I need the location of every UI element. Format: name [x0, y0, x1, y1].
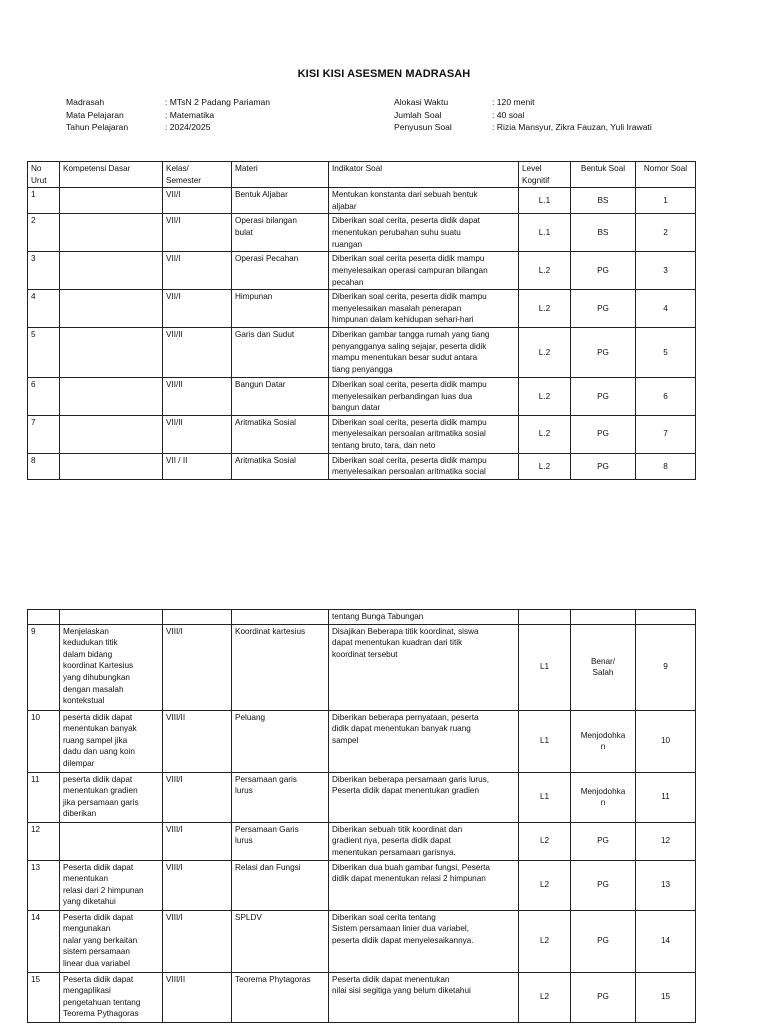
cell-level-kognitif: L2	[519, 972, 571, 1022]
table-row	[28, 377, 696, 415]
cell-nomor-soal: 7	[636, 415, 696, 453]
cell-no-urut: 6	[28, 377, 60, 415]
cell-kelas-semester: VII/II	[163, 415, 232, 453]
cell-kompetensi-dasar	[60, 610, 163, 625]
info-label-tahun-pelajaran: Tahun Pelajaran	[66, 122, 129, 132]
cell-materi: Persamaan Garis lurus	[232, 822, 329, 860]
cell-materi: Persamaan garis lurus	[232, 772, 329, 822]
cell-materi: Koordinat kartesius	[232, 624, 329, 710]
cell-nomor-soal: 8	[636, 453, 696, 479]
cell-indikator-soal: Diberikan soal cerita peserta didik mampu menyelesaikan operasi campuran bilangan pecahan	[329, 252, 519, 290]
cell-kelas-semester: VII/I	[163, 188, 232, 214]
cell-indikator-soal: Diberikan soal cerita, peserta didik mampu menyelesaikan persoalan aritmatika social	[329, 453, 519, 479]
cell-nomor-soal: 4	[636, 290, 696, 328]
cell-level-kognitif: L.2	[519, 252, 571, 290]
cell-kompetensi-dasar	[60, 327, 163, 377]
cell-kelas-semester: VIII/I	[163, 624, 232, 710]
cell-indikator-soal: Diberikan beberapa pernyataan, peserta didik dapat menentukan banyak ruang sampel	[329, 710, 519, 772]
cell-materi: Relasi dan Fungsi	[232, 860, 329, 910]
cell-no-urut: 11	[28, 772, 60, 822]
cell-level-kognitif: L.1	[519, 214, 571, 252]
cell-bentuk-soal: BS	[571, 214, 636, 252]
cell-bentuk-soal: PG	[571, 415, 636, 453]
table-row	[28, 188, 696, 214]
table-row	[28, 910, 696, 972]
table-row	[28, 252, 696, 290]
table-row	[28, 972, 696, 1022]
info-value-penyusun-soal: : Rizia Mansyur, Zikra Fauzan, Yuli Irawati	[492, 122, 652, 132]
cell-materi: Garis dan Sudut	[232, 327, 329, 377]
cell-kelas-semester: VII / II	[163, 453, 232, 479]
cell-indikator-soal: Diberikan soal cerita, peserta didik mampu menyelesaikan persoalan aritmatika sosial tentang bruto, tara, dan neto	[329, 415, 519, 453]
info-value-alokasi-waktu: : 120 menit	[492, 97, 535, 107]
cell-bentuk-soal: BS	[571, 188, 636, 214]
table-row	[28, 453, 696, 479]
cell-kelas-semester: VIII/I	[163, 772, 232, 822]
cell-kelas-semester: VII/I	[163, 290, 232, 328]
cell-bentuk-soal: PG	[571, 860, 636, 910]
cell-kelas-semester: VIII/I	[163, 910, 232, 972]
cell-no-urut: 14	[28, 910, 60, 972]
cell-level-kognitif: L.2	[519, 377, 571, 415]
cell-nomor-soal: 2	[636, 214, 696, 252]
cell-nomor-soal	[636, 610, 696, 625]
info-label-madrasah: Madrasah	[66, 97, 105, 107]
cell-materi: Operasi bilangan bulat	[232, 214, 329, 252]
cell-bentuk-soal: PG	[571, 252, 636, 290]
table-row	[28, 710, 696, 772]
cell-no-urut: 7	[28, 415, 60, 453]
cell-kompetensi-dasar	[60, 188, 163, 214]
table-row	[28, 624, 696, 710]
cell-level-kognitif: L2	[519, 822, 571, 860]
cell-nomor-soal: 9	[636, 624, 696, 710]
header-bentuk-soal: Bentuk Soal	[571, 162, 636, 188]
cell-no-urut: 10	[28, 710, 60, 772]
cell-no-urut: 13	[28, 860, 60, 910]
cell-no-urut: 9	[28, 624, 60, 710]
header-kompetensi-dasar: Kompetensi Dasar	[60, 162, 163, 188]
info-label-alokasi-waktu: Alokasi Waktu	[394, 97, 449, 107]
cell-nomor-soal: 6	[636, 377, 696, 415]
cell-indikator-soal: Diberikan sebuah titik koordinat dan gradient nya, peserta didik dapat menentukan persamaan garisnya.	[329, 822, 519, 860]
cell-no-urut	[28, 610, 60, 625]
cell-kompetensi-dasar	[60, 252, 163, 290]
cell-nomor-soal: 15	[636, 972, 696, 1022]
cell-kompetensi-dasar	[60, 415, 163, 453]
cell-indikator-soal: Diberikan soal cerita, peserta didik dapat menentukan perubahan suhu suatu ruangan	[329, 214, 519, 252]
cell-kompetensi-dasar	[60, 290, 163, 328]
cell-indikator-soal: Peserta didik dapat menentukan nilai sisi segitiga yang belum diketahui	[329, 972, 519, 1022]
cell-bentuk-soal: Benar/ Salah	[571, 624, 636, 710]
cell-indikator-soal: Diberikan soal cerita, peserta didik mampu menyelesaikan perbandingan luas dua bangun datar	[329, 377, 519, 415]
info-values-left	[165, 96, 270, 134]
cell-indikator-soal: Diberikan beberapa persamaan garis lurus, Peserta didik dapat menentukan gradien	[329, 772, 519, 822]
cell-kompetensi-dasar	[60, 822, 163, 860]
cell-level-kognitif: L.2	[519, 453, 571, 479]
table-row	[28, 822, 696, 860]
info-label-mata-pelajaran: Mata Pelajaran	[66, 109, 124, 120]
header-nomor-soal: Nomor Soal	[636, 162, 696, 188]
cell-level-kognitif	[519, 610, 571, 625]
cell-bentuk-soal: Menjodohka n	[571, 710, 636, 772]
cell-materi: Teorema Phytagoras	[232, 972, 329, 1022]
cell-materi: Peluang	[232, 710, 329, 772]
cell-no-urut: 8	[28, 453, 60, 479]
table-row	[28, 610, 696, 625]
cell-bentuk-soal: PG	[571, 327, 636, 377]
info-labels-left	[66, 96, 128, 134]
cell-indikator-soal: tentang Bunga Tabungan	[329, 610, 519, 625]
cell-kompetensi-dasar: Peserta didik dapat mengunakan nalar yang berkaitan sistem persamaan linear dua variabel	[60, 910, 163, 972]
cell-indikator-soal: Diberikan soal cerita tentang Sistem persamaan linier dua variabel, peserta didik dapat menyelesaikannya.	[329, 910, 519, 972]
cell-level-kognitif: L1	[519, 624, 571, 710]
cell-level-kognitif: L2	[519, 860, 571, 910]
cell-bentuk-soal: PG	[571, 290, 636, 328]
cell-level-kognitif: L.2	[519, 290, 571, 328]
cell-level-kognitif: L1	[519, 772, 571, 822]
cell-kelas-semester: VII/I	[163, 252, 232, 290]
cell-materi: Bangun Datar	[232, 377, 329, 415]
cell-no-urut: 2	[28, 214, 60, 252]
cell-kompetensi-dasar: Peserta didik dapat mengaplikasi pengetahuan tentang Teorema Pythagoras	[60, 972, 163, 1022]
cell-materi: Bentuk Aljabar	[232, 188, 329, 214]
cell-kompetensi-dasar: peserta didik dapat menentukan banyak ruang sampel jika dadu dan uang koin dilempar	[60, 710, 163, 772]
cell-nomor-soal: 5	[636, 327, 696, 377]
header-level-kognitif: Level Kognitif	[519, 162, 571, 188]
cell-kompetensi-dasar	[60, 377, 163, 415]
kisi-table-page2	[27, 609, 696, 1023]
document-title: KISI KISI ASESMEN MADRASAH	[297, 68, 471, 80]
cell-materi: Aritmatika Sosial	[232, 453, 329, 479]
cell-kelas-semester: VII/I	[163, 214, 232, 252]
table-row	[28, 772, 696, 822]
cell-kompetensi-dasar: peserta didik dapat menentukan gradien jika persamaan garis diberikan	[60, 772, 163, 822]
table-row	[28, 327, 696, 377]
cell-bentuk-soal: Menjodohka n	[571, 772, 636, 822]
info-label-jumlah-soal: Jumlah Soal	[394, 109, 442, 120]
cell-level-kognitif: L.2	[519, 415, 571, 453]
table-row	[28, 860, 696, 910]
cell-nomor-soal: 11	[636, 772, 696, 822]
cell-kompetensi-dasar: Menjelaskan kedudukan titik dalam bidang koordinat Kartesius yang dihubungkan dengan masalah kontekstual	[60, 624, 163, 710]
cell-materi: SPLDV	[232, 910, 329, 972]
table-row	[28, 415, 696, 453]
cell-no-urut: 4	[28, 290, 60, 328]
cell-nomor-soal: 12	[636, 822, 696, 860]
cell-materi: Himpunan	[232, 290, 329, 328]
cell-level-kognitif: L2	[519, 910, 571, 972]
cell-indikator-soal: Diberikan dua buah gambar fungsi, Peserta didik dapat menentukan relasi 2 himpunan	[329, 860, 519, 910]
info-labels-right	[394, 96, 452, 134]
cell-bentuk-soal: PG	[571, 453, 636, 479]
cell-bentuk-soal: PG	[571, 377, 636, 415]
cell-no-urut: 15	[28, 972, 60, 1022]
cell-indikator-soal: Mentukan konstanta dari sebuah bentuk aljabar	[329, 188, 519, 214]
cell-nomor-soal: 14	[636, 910, 696, 972]
info-value-jumlah-soal: : 40 soal	[492, 109, 525, 120]
cell-nomor-soal: 1	[636, 188, 696, 214]
cell-indikator-soal: Diberikan soal cerita, peserta didik mampu menyelesaikan masalah penerapan himpunan dalam kehidupan sehari-hari	[329, 290, 519, 328]
cell-level-kognitif: L1	[519, 710, 571, 772]
cell-kompetensi-dasar: Peserta didik dapat menentukan relasi dari 2 himpunan yang diketahui	[60, 860, 163, 910]
cell-no-urut: 3	[28, 252, 60, 290]
cell-kelas-semester: VIII/I	[163, 822, 232, 860]
cell-bentuk-soal	[571, 610, 636, 625]
kisi-table-page1	[27, 161, 696, 480]
cell-bentuk-soal: PG	[571, 910, 636, 972]
header-indikator-soal: Indikator Soal	[329, 162, 519, 188]
info-value-madrasah: : MTsN 2 Padang Pariaman	[165, 97, 271, 107]
cell-bentuk-soal: PG	[571, 822, 636, 860]
cell-indikator-soal: Disajikan Beberapa titik koordinat, siswa dapat menentukan kuadran dari titik koordinat tersebut	[329, 624, 519, 710]
header-kelas-semester: Kelas/ Semester	[163, 162, 232, 188]
cell-nomor-soal: 3	[636, 252, 696, 290]
cell-kompetensi-dasar	[60, 214, 163, 252]
cell-indikator-soal: Diberikan gambar tangga rumah yang tiang penyangganya saling sejajar, peserta didik mampu menentukan besar sudut antara tiang penyangga	[329, 327, 519, 377]
cell-kelas-semester: VII/II	[163, 327, 232, 377]
cell-materi	[232, 610, 329, 625]
cell-kelas-semester: VIII/II	[163, 972, 232, 1022]
cell-bentuk-soal: PG	[571, 972, 636, 1022]
header-no-urut: No Urut	[28, 162, 60, 188]
cell-kelas-semester	[163, 610, 232, 625]
cell-materi: Aritmatika Sosial	[232, 415, 329, 453]
table-row	[28, 214, 696, 252]
cell-kompetensi-dasar	[60, 453, 163, 479]
cell-kelas-semester: VIII/II	[163, 710, 232, 772]
cell-no-urut: 12	[28, 822, 60, 860]
table-row	[28, 290, 696, 328]
cell-no-urut: 1	[28, 188, 60, 214]
info-value-mata-pelajaran: : Matematika	[165, 109, 215, 120]
cell-kelas-semester: VII/II	[163, 377, 232, 415]
info-label-penyusun-soal: Penyusun Soal	[394, 122, 452, 132]
cell-nomor-soal: 10	[636, 710, 696, 772]
cell-no-urut: 5	[28, 327, 60, 377]
table-header-row	[28, 162, 696, 188]
cell-nomor-soal: 13	[636, 860, 696, 910]
info-value-tahun-pelajaran: : 2024/2025	[165, 122, 211, 132]
cell-level-kognitif: L.1	[519, 188, 571, 214]
cell-level-kognitif: L.2	[519, 327, 571, 377]
cell-kelas-semester: VIII/I	[163, 860, 232, 910]
header-materi: Materi	[232, 162, 329, 188]
cell-materi: Operasi Pecahan	[232, 252, 329, 290]
info-values-right	[492, 96, 652, 134]
